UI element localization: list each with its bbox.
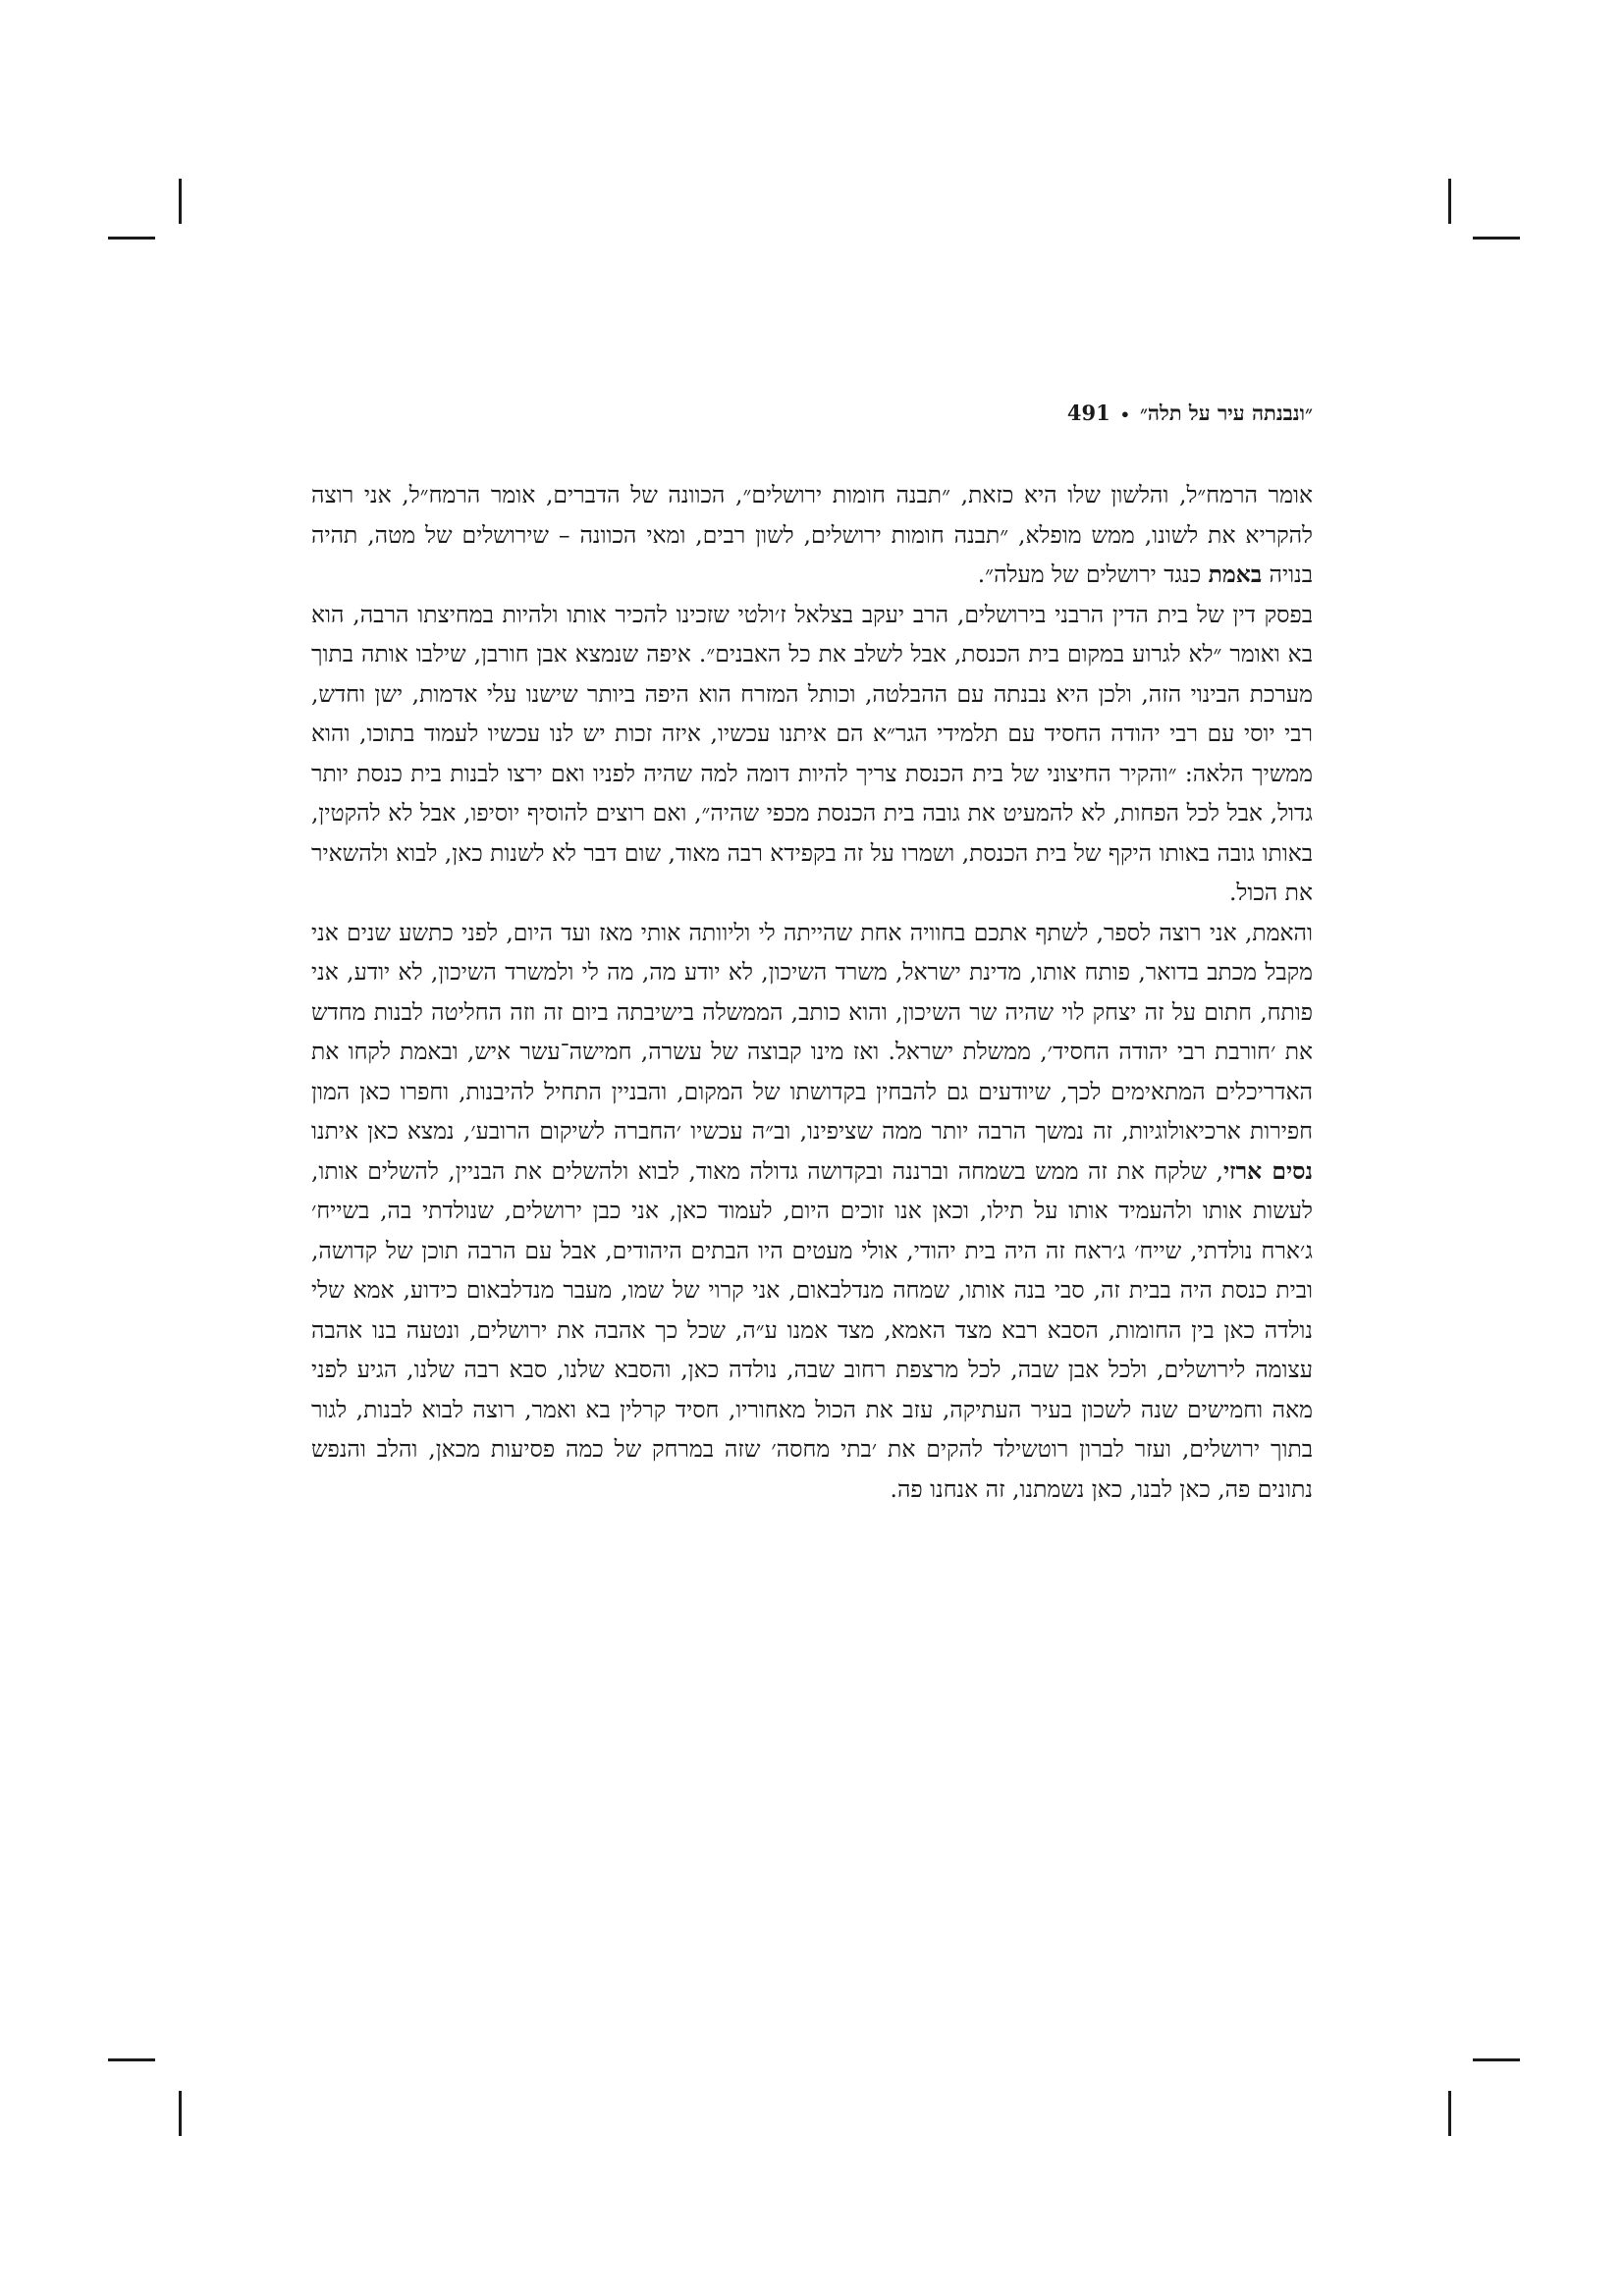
header-separator: •: [1119, 405, 1130, 424]
paragraph-text: אומר הרמח״ל, והלשון שלו היא כזאת, ״תבנה חומות ירושלים״, הכוונה של הדברים, אומר הרמח״ל, אני רוצה להקריא את לשונו, ממש מופלא, ״תבנה חומות ירושלים, לשון רבים, ומאי הכוונה – שירושלים של מטה, תהיה בנויה: [311, 481, 1313, 588]
crop-mark-top-right-horizontal: [1473, 237, 1520, 240]
crop-mark-bottom-right-horizontal: [1473, 2058, 1520, 2061]
crop-mark-bottom-right-vertical: [1448, 2091, 1451, 2136]
running-header: [311, 400, 1313, 426]
page-number: 491: [1066, 400, 1110, 425]
crop-mark-top-left-vertical: [179, 179, 182, 224]
body-text: [311, 475, 1313, 1509]
header-title: ״ונבנתה עיר על תלה״: [1139, 400, 1313, 425]
emphasis-name: נסים ארזי: [1223, 1156, 1313, 1185]
paragraph-3: [311, 913, 1313, 1510]
paragraph-text: והאמת, אני רוצה לספר, לשתף אתכם בחוויה אחת שהייתה לי וליוותה אותי מאז ועד היום, לפני כתשע שנים אני מקבל מכתב בדואר, פותח אותו, מדינת ישראל, משרד השיכון, לא יודע מה, מה לי ולמשרד השיכון, לא יודע, אני פותח, חתום על זה יצחק לוי שהיה שר השיכון, והוא כותב, הממשלה בישיבתה ביום זה וזה החליטה לבנות מחדש את ׳חורבת רבי יהודה החסיד׳, ממשלת ישראל. ואז מינו קבוצה של עשרה, חמישה־עשר איש, ובאמת לקחו את האדריכלים המתאימים לכך, שיודעים גם להבחין בקדושתו של המקום, והבניין התחיל להיבנות, וחפרו כאן המון חפירות ארכיאולוגיות, זה נמשך הרבה יותר ממה שציפינו, וב״ה עכשיו ׳החברה לשיקום הרובע׳, נמצא כאן איתנו: [311, 918, 1313, 1145]
emphasis-text: באמת: [1208, 561, 1263, 588]
crop-mark-bottom-left-vertical: [179, 2091, 182, 2136]
paragraph-text: כנגד ירושלים של מעלה״.: [977, 561, 1209, 588]
crop-mark-top-right-vertical: [1448, 179, 1451, 224]
paragraph-2: [311, 595, 1313, 913]
paragraph-1: [311, 475, 1313, 595]
crop-mark-bottom-left-horizontal: [108, 2058, 155, 2061]
paragraph-text: , שלקח את זה ממש בשמחה וברננה ובקדושה גדולה מאוד, לבוא ולהשלים את הבניין, להשלים אותו, לעשות אותו ולהעמיד אותו על תילו, וכאן אנו זוכים היום, לעמוד כאן, אני כבן ירושלים, שנולדתי בה, בשייח׳ ג׳ארח נולדתי, שייח׳ ג׳ראח זה היה בית יהודי, אולי מעטים היו הבתים היהודים, אבל עם הרבה תוכן של קדושה, ובית כנסת היה בבית זה, סבי בנה אותו, שמחה מנדלבאום, אני קרוי של שמו, מעבר מנדלבאום כידוע, אמא שלי נולדה כאן בין החומות, הסבא רבא מצד האמא, מצד אמנו ע״ה, שכל כך אהבה את ירושלים, ונטעה בנו אהבה עצומה לירושלים, ולכל אבן שבה, לכל מרצפת רחוב שבה, נולדה כאן, והסבא שלנו, סבא רבה שלנו, הגיע לפני מאה וחמישים שנה לשכון בעיר העתיקה, עזב את הכול מאחוריו, חסיד קרלין בא ואמר, רוצה לבוא לבנות, לגור בתוך ירושלים, ועזר לברון רוטשילד להקים את ׳בתי מחסה׳ שזה במרחק של כמה פסיעות מכאן, והלב והנפש נתונים פה, כאן לבנו, כאן נשמתנו, זה אנחנו פה.: [311, 1156, 1313, 1503]
paragraph-text: בפסק דין של בית הדין הרבני בירושלים, הרב יעקב בצלאל ז׳ולטי שזכינו להכיר אותו ולהיות במחיצתו הרבה, הוא בא ואומר ״לא לגרוע במקום בית הכנסת, אבל לשלב את כל האבנים״. איפה שנמצא אבן חורבן, שילבו אותה בתוך מערכת הבינוי הזה, ולכן היא נבנתה עם ההבלטה, וכותל המזרח הוא היפה ביותר שישנו עלי אדמות, ישן וחדש, רבי יוסי עם רבי יהודה החסיד עם תלמידי הגר״א הם איתנו עכשיו, איזה זכות יש לנו עכשיו לעמוד בתוכו, והוא ממשיך הלאה: ״והקיר החיצוני של בית הכנסת צריך להיות דומה למה שהיה לפניו ואם ירצו לבנות בית כנסת יותר גדול, אבל לכל הפחות, לא להמעיט את גובה בית הכנסת מכפי שהיה״, ואם רוצים להוסיף יוסיפו, אבל לא להקטין, באותו גובה באותו היקף של בית הכנסת, ושמרו על זה בקפידא רבה מאוד, שום דבר לא לשנות כאן, לבוא ולהשאיר את הכול.: [311, 600, 1313, 906]
crop-mark-top-left-horizontal: [108, 237, 155, 240]
